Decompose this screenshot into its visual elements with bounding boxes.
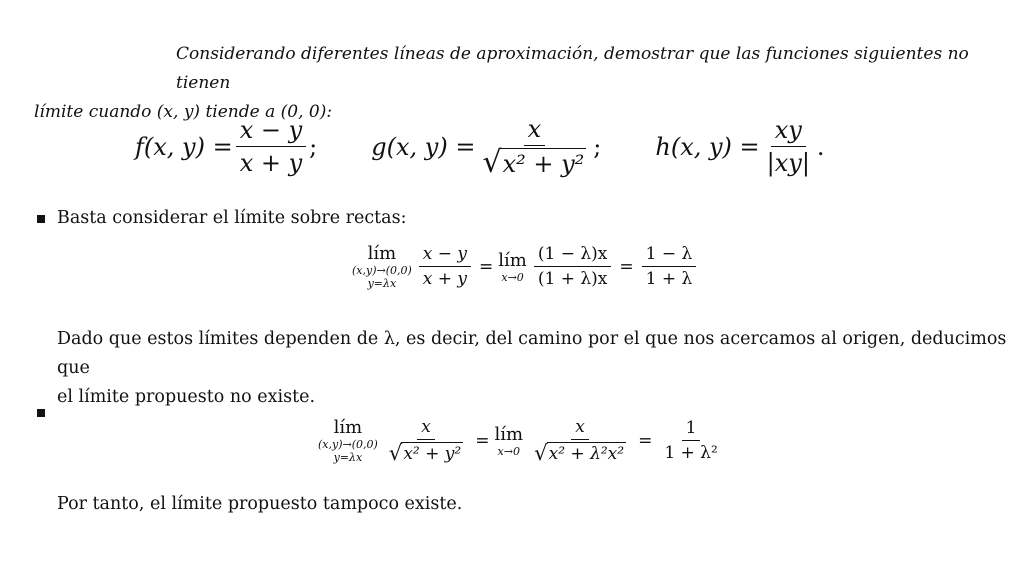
item1-conclusion: Dado que estos límites dependen de λ, es decir, del camino por el que nos acercamos al origen, deducimos que el límite propuesto no existe. xyxy=(57,329,1007,407)
item1-fraction-1: $\frac{x - y}{x + y}$ xyxy=(419,244,471,289)
h-denominator: |xy| xyxy=(766,149,810,177)
item1-equation: lím (x,y)→(0,0) y=λx $\frac{x - y}{x + y}$ = lím x→0 $\frac{(1 - \lambda)x}{(1 + \lambda)x}$ = $\frac{1 - \lambda}{1 + \lambda}$ xyxy=(352,243,699,290)
bullet-icon xyxy=(37,409,45,417)
item1-fraction-3: $\frac{1 - \lambda}{1 + \lambda}$ xyxy=(642,244,697,289)
item2-limit: lím (x,y)→(0,0) y=λx xyxy=(318,417,378,465)
item1-fraction-2: $\frac{(1 - \lambda)x}{(1 + \lambda)x}$ xyxy=(534,244,612,289)
h-lhs: h(x, y) = xyxy=(655,132,760,161)
item2-fraction-2: x √ x² + λ²x² xyxy=(534,417,625,466)
f-separator: ; xyxy=(309,132,318,161)
intro-line-2: límite cuando (x, y) tiende a (0, 0): xyxy=(34,102,333,122)
sqrt-icon: √ x² + y² xyxy=(482,145,585,180)
item2-fraction-3: $\frac{1}{\text{1 + λ²}}$ xyxy=(664,418,718,464)
f-lhs: f(x, y) = xyxy=(135,132,233,161)
item2-fraction-1: x √ x² + y² xyxy=(388,417,462,466)
g-separator: ; xyxy=(593,132,602,161)
sqrt-icon: √ x² + y² xyxy=(388,440,462,466)
h-separator: . xyxy=(816,132,825,161)
g-denominator: x² + y² xyxy=(502,150,585,178)
f-denominator: x + y xyxy=(239,149,303,177)
item2-limit-2: lím x→0 xyxy=(494,423,524,458)
f-numerator: x − y xyxy=(236,116,306,147)
problem-statement xyxy=(34,40,999,127)
g-lhs: g(x, y) = xyxy=(371,132,476,161)
g-fraction xyxy=(478,115,590,178)
item1-limit: lím (x,y)→(0,0) y=λx xyxy=(352,243,412,290)
g-numerator: x xyxy=(524,115,546,146)
function-definitions xyxy=(135,115,825,178)
item1-limit-2: lím x→0 xyxy=(498,249,527,284)
h-numerator: xy xyxy=(771,116,806,147)
item2-equation: lím (x,y)→(0,0) y=λx x √ x² + y² = lím x→0 x √ x² + λ²x² = $\frac{1}{\text{1 + λ²}}$ xyxy=(318,417,725,465)
h-fraction xyxy=(763,116,814,177)
item1-lead: Basta considerar el límite sobre rectas: xyxy=(57,208,407,228)
f-fraction xyxy=(236,116,306,177)
sqrt-icon: √ x² + λ²x² xyxy=(534,440,625,466)
item2-conclusion: Por tanto, el límite propuesto tampoco existe. xyxy=(57,494,463,514)
bullet-icon xyxy=(37,215,45,223)
intro-line-1: Considerando diferentes líneas de aproximación, demostrar que las funciones siguientes no tienen xyxy=(176,44,969,93)
